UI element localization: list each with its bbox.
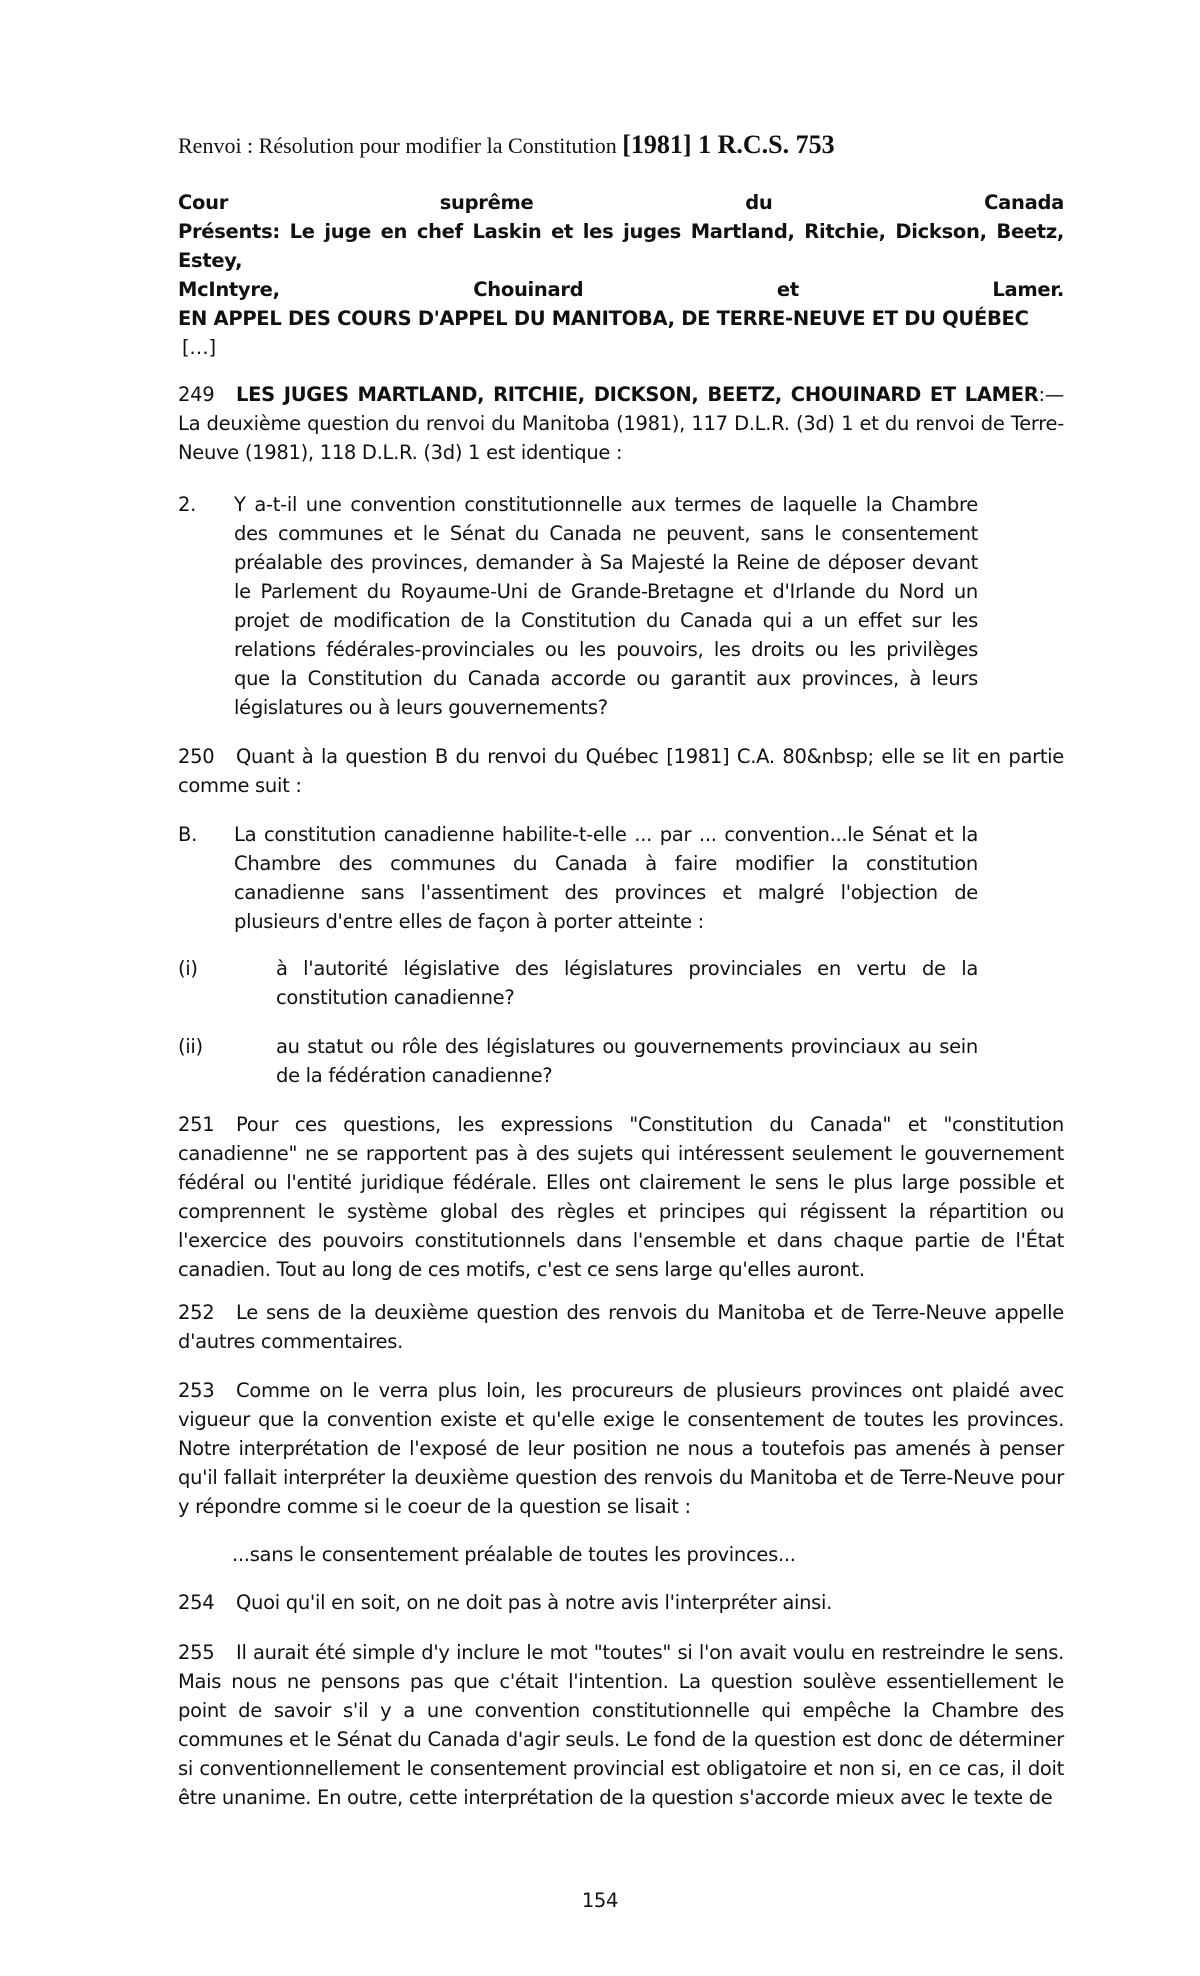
question-label: 2.	[178, 493, 197, 516]
running-header	[178, 130, 835, 160]
paragraph-253: 253 Comme on le verra plus loin, les procureurs de plusieurs provinces ont plaidé avec vigueur que la convention existe et qu'elle exige le consentement de toutes les provinces. Notre interprétation de l'exposé de leur position ne nous a toutefois pas amenés à penser qu'il fallait interpréter la deuxième question des renvois du Manitoba et de Terre-Neuve pour y répondre comme si le coeur de la question se lisait :	[178, 1376, 1064, 1521]
paragraph-number: 249	[178, 383, 215, 406]
paragraph-number: 255	[178, 1641, 215, 1664]
paragraph-number: 251	[178, 1113, 215, 1136]
judges-present-line1: Présents: Le juge en chef Laskin et les juges Martland, Ritchie, Dickson, Beetz, Estey,	[178, 220, 1064, 272]
paragraph-number: 253	[178, 1379, 215, 1402]
subquestion-text: à l'autorité législative des législatures provinciales en vertu de la constitution canadienne?	[276, 957, 978, 1009]
header-title: Renvoi : Résolution pour modifier la Constitution	[178, 133, 623, 158]
question-text: La constitution canadienne habilite-t-elle ... par ... convention...le Sénat et la Chambre des communes du Canada à faire modifier la constitution canadienne sans l'assentiment des provinces et malgré l'objection de plusieurs d'entre elles de façon à porter atteinte :	[234, 823, 978, 933]
block-quote: ...sans le consentement préalable de toutes les provinces...	[232, 1543, 796, 1566]
subquestion-text: au statut ou rôle des législatures ou gouvernements provinciaux au sein de la fédération canadienne?	[276, 1035, 978, 1087]
paragraph-252: 252 Le sens de la deuxième question des renvois du Manitoba et de Terre-Neuve appelle d'autres commentaires.	[178, 1298, 1064, 1356]
paragraph-number: 250	[178, 745, 215, 768]
question-label: B.	[178, 823, 197, 846]
subquestion-label: (i)	[178, 957, 198, 980]
appeal-heading: EN APPEL DES COURS D'APPEL DU MANITOBA, DE TERRE-NEUVE ET DU QUÉBEC […]	[178, 307, 1029, 359]
paragraph-250: 250 Quant à la question B du renvoi du Québec [1981] C.A. 80&nbsp; elle se lit en partie comme suit :	[178, 742, 1064, 800]
paragraph-249: 249 LES JUGES MARTLAND, RITCHIE, DICKSON, BEETZ, CHOUINARD ET LAMER:— La deuxième question du renvoi du Manitoba (1981), 117 D.L.R. (3d) 1 et du renvoi de Terre-Neuve (1981), 118 D.L.R. (3d) 1 est identique :	[178, 380, 1064, 467]
question-text: Y a-t-il une convention constitutionnelle aux termes de laquelle la Chambre des communes et le Sénat du Canada ne peuvent, sans le consentement préalable des provinces, demander à Sa Majesté la Reine de déposer devant le Parlement du Royaume-Uni de Grande-Bretagne et d'Irlande du Nord un projet de modification de la Constitution du Canada qui a un effet sur les relations fédérales-provinciales ou les pouvoirs, les droits ou les privilèges que la Constitution du Canada accorde ou garantit aux provinces, à leurs législatures ou à leurs gouvernements?	[234, 493, 978, 719]
subquestion-label: (ii)	[178, 1035, 203, 1058]
paragraph-number: 252	[178, 1301, 215, 1324]
judges-heading: LES JUGES MARTLAND, RITCHIE, DICKSON, BEETZ, CHOUINARD ET LAMER	[236, 383, 1039, 406]
court-name: Cour suprême du Canada	[178, 191, 1064, 214]
page-number: 154	[581, 1889, 619, 1912]
paragraph-255: 255 Il aurait été simple d'y inclure le mot "toutes" si l'on avait voulu en restreindre le sens. Mais nous ne pensons pas que c'était l'intention. La question soulève essentiellement le point de savoir s'il y a une convention constitutionnelle qui empêche la Chambre des communes et le Sénat du Canada d'agir seuls. Le fond de la question est donc de déterminer si conventionnellement le consentement provincial est obligatoire et non si, en ce cas, il doit être unanime. En outre, cette interprétation de la question s'accorde mieux avec le texte de	[178, 1638, 1064, 1812]
paragraph-number: 254	[178, 1591, 215, 1614]
judges-present-line2: McIntyre, Chouinard et Lamer.	[178, 278, 1064, 301]
court-block	[178, 188, 1064, 304]
header-citation: [1981] 1 R.C.S. 753	[622, 130, 835, 159]
paragraph-254: 254 Quoi qu'il en soit, on ne doit pas à notre avis l'interpréter ainsi.	[178, 1588, 1064, 1617]
paragraph-251: 251 Pour ces questions, les expressions "Constitution du Canada" et "constitution canadienne" ne se rapportent pas à des sujets qui intéressent seulement le gouvernement fédéral ou l'entité juridique fédérale. Elles ont clairement le sens le plus large possible et comprennent le système global des règles et principes qui régissent la répartition ou l'exercice des pouvoirs constitutionnels dans l'ensemble et dans chaque partie de l'État canadien. Tout au long de ces motifs, c'est ce sens large qu'elles auront.	[178, 1110, 1064, 1284]
